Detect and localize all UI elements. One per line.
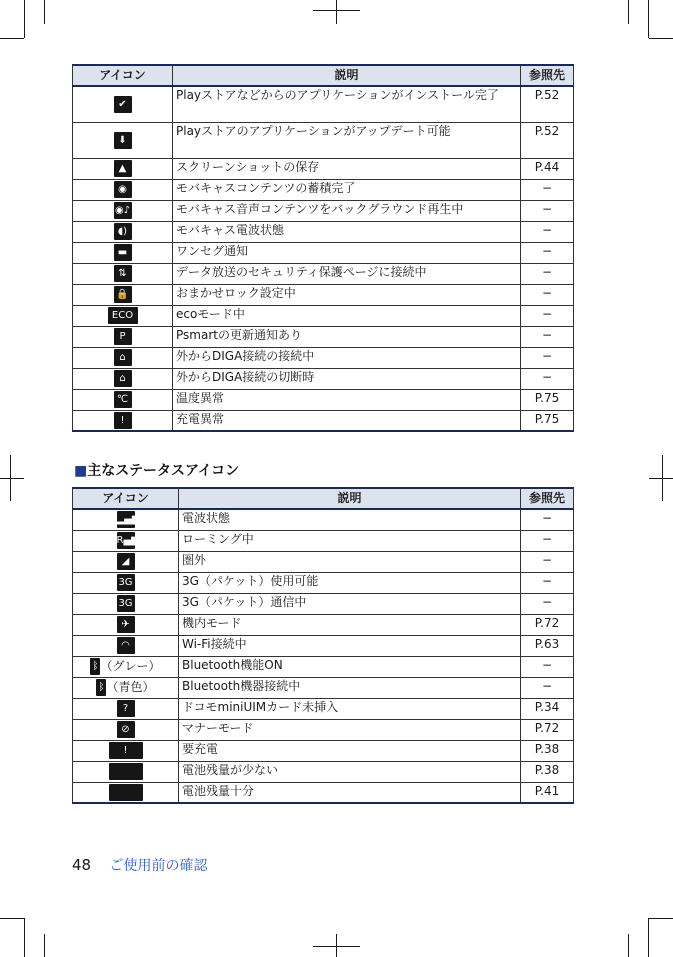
- diga-connecting-icon: ⌂: [114, 349, 132, 366]
- 3g-packet-available-icon: 3G: [117, 574, 135, 591]
- header-icon: アイコン: [73, 488, 179, 509]
- airplane-mode-icon: ✈: [117, 616, 135, 633]
- icon-cell: [73, 389, 173, 410]
- reference-cell: P.72: [521, 614, 574, 635]
- icon-cell: [73, 761, 179, 782]
- notification-icon-table: [72, 64, 574, 432]
- description-cell: Playストアのアプリケーションがアップデート可能: [173, 122, 521, 158]
- table-row: [73, 347, 574, 368]
- icon-cell: [73, 158, 173, 179]
- description-cell: 3G（パケット）通信中: [179, 593, 521, 614]
- table-row: [73, 221, 574, 242]
- icon-cell: [73, 593, 179, 614]
- icon-cell: [73, 509, 179, 530]
- wifi-connected-icon: ◠: [117, 637, 135, 654]
- icon-cell: [73, 698, 179, 719]
- table-row: [73, 86, 574, 122]
- description-cell: 3G（パケット）使用可能: [179, 572, 521, 593]
- description-cell: モバキャス音声コンテンツをバックグラウンド再生中: [173, 200, 521, 221]
- reference-cell: P.38: [521, 761, 574, 782]
- table-row: [73, 284, 574, 305]
- reference-cell: −: [521, 305, 574, 326]
- bluetooth-gray-icon: ᛒ: [90, 658, 100, 675]
- description-cell: スクリーンショットの保存: [173, 158, 521, 179]
- table-row: [73, 551, 574, 572]
- 3g-packet-communicating-icon: 3G: [117, 595, 135, 612]
- icon-cell: [73, 122, 173, 158]
- eco-mode-icon: ECO: [108, 307, 138, 324]
- reference-cell: P.52: [521, 86, 574, 122]
- description-cell: Bluetooth機能ON: [179, 656, 521, 677]
- table-row: [73, 656, 574, 677]
- description-cell: 充電異常: [173, 410, 521, 431]
- reference-cell: −: [521, 326, 574, 347]
- table-row: [73, 782, 574, 803]
- data-broadcast-secure-icon: ⇅: [114, 265, 132, 282]
- manner-mode-icon: ⊘: [117, 721, 135, 738]
- play-store-update-available-icon: ⬇: [114, 132, 132, 149]
- reference-cell: −: [521, 572, 574, 593]
- battery-needs-charge-icon: !: [109, 742, 143, 759]
- section-marker: ■: [74, 463, 88, 479]
- description-cell: ドコモminiUIMカード未挿入: [179, 698, 521, 719]
- table-row: [73, 305, 574, 326]
- description-cell: 電池残量十分: [179, 782, 521, 803]
- reference-cell: −: [521, 593, 574, 614]
- roaming-icon: R▄▆: [117, 532, 135, 549]
- icon-cell: [73, 740, 179, 761]
- header-icon: アイコン: [73, 65, 173, 86]
- reference-cell: P.44: [521, 158, 574, 179]
- icon-cell: [73, 86, 173, 122]
- table-row: [73, 179, 574, 200]
- table-row: [73, 326, 574, 347]
- icon-cell: [73, 179, 173, 200]
- icon-cell: [73, 782, 179, 803]
- reference-cell: −: [521, 263, 574, 284]
- table-row: [73, 572, 574, 593]
- description-cell: 機内モード: [179, 614, 521, 635]
- page-footer: [72, 855, 208, 875]
- icon-color-label: （青色）: [106, 680, 155, 694]
- description-cell: 外からDIGA接続の接続中: [173, 347, 521, 368]
- reference-cell: −: [521, 284, 574, 305]
- reference-cell: −: [521, 530, 574, 551]
- icon-cell: [73, 200, 173, 221]
- description-cell: おまかせロック設定中: [173, 284, 521, 305]
- header-description: 説明: [179, 488, 521, 509]
- section-heading: [74, 460, 239, 480]
- reference-cell: −: [521, 677, 574, 698]
- header-reference: 参照先: [521, 65, 574, 86]
- description-cell: 電波状態: [179, 509, 521, 530]
- chapter-title: ご使用前の確認: [109, 858, 208, 874]
- icon-cell: [73, 410, 173, 431]
- icon-cell: [73, 719, 179, 740]
- reference-cell: −: [521, 242, 574, 263]
- battery-low-icon: [109, 763, 143, 780]
- icon-cell: [73, 263, 173, 284]
- reference-cell: P.72: [521, 719, 574, 740]
- description-cell: ecoモード中: [173, 305, 521, 326]
- icon-cell: [73, 368, 173, 389]
- icon-cell: [73, 242, 173, 263]
- reference-cell: P.75: [521, 389, 574, 410]
- header-description: 説明: [173, 65, 521, 86]
- section-title-text: 主なステータスアイコン: [87, 463, 240, 479]
- reference-cell: P.38: [521, 740, 574, 761]
- reference-cell: P.34: [521, 698, 574, 719]
- screenshot-saved-icon: ▲: [114, 160, 132, 177]
- reference-cell: P.41: [521, 782, 574, 803]
- reference-cell: −: [521, 656, 574, 677]
- icon-cell: [73, 614, 179, 635]
- reference-cell: −: [521, 509, 574, 530]
- table-row: [73, 593, 574, 614]
- description-cell: Wi-Fi接続中: [179, 635, 521, 656]
- psmart-notification-icon: P: [114, 328, 132, 345]
- reference-cell: −: [521, 368, 574, 389]
- reference-cell: −: [521, 179, 574, 200]
- icon-cell: [73, 530, 179, 551]
- temperature-abnormal-icon: ℃: [114, 391, 132, 408]
- description-cell: ワンセグ通知: [173, 242, 521, 263]
- battery-full-icon: [109, 784, 143, 801]
- table-row: [73, 200, 574, 221]
- mobacas-storage-complete-icon: ◉: [114, 181, 132, 198]
- table-row: [73, 530, 574, 551]
- description-cell: Playストアなどからのアプリケーションがインストール完了: [173, 86, 521, 122]
- description-cell: データ放送のセキュリティ保護ページに接続中: [173, 263, 521, 284]
- icon-cell: [73, 572, 179, 593]
- no-uim-card-icon: ?: [117, 700, 135, 717]
- table-row: [73, 122, 574, 158]
- description-cell: 圏外: [179, 551, 521, 572]
- icon-cell: [73, 635, 179, 656]
- description-cell: 温度異常: [173, 389, 521, 410]
- table-row: [73, 677, 574, 698]
- reference-cell: −: [521, 347, 574, 368]
- table-row: [73, 761, 574, 782]
- bluetooth-blue-icon: ᛒ: [96, 679, 106, 696]
- reference-cell: −: [521, 200, 574, 221]
- description-cell: モバキャス電波状態: [173, 221, 521, 242]
- signal-strength-icon: ▂▄▆: [117, 511, 135, 528]
- one-seg-notification-icon: ▬: [114, 244, 132, 261]
- reference-cell: −: [521, 551, 574, 572]
- table-row: [73, 719, 574, 740]
- icon-cell: [73, 284, 173, 305]
- description-cell: Bluetooth機器接続中: [179, 677, 521, 698]
- reference-cell: −: [521, 221, 574, 242]
- table-row: [73, 389, 574, 410]
- mobacas-signal-icon: ◖): [114, 223, 132, 240]
- table-row: [73, 635, 574, 656]
- icon-cell: [73, 656, 179, 677]
- table-header-row: [73, 65, 574, 86]
- description-cell: 外からDIGA接続の切断時: [173, 368, 521, 389]
- table-row: [73, 263, 574, 284]
- table-row: [73, 614, 574, 635]
- description-cell: 電池残量が少ない: [179, 761, 521, 782]
- table-row: [73, 410, 574, 431]
- page-number: 48: [72, 856, 92, 874]
- reference-cell: P.75: [521, 410, 574, 431]
- description-cell: モバキャスコンテンツの蓄積完了: [173, 179, 521, 200]
- out-of-service-icon: ◢: [117, 553, 135, 570]
- reference-cell: P.63: [521, 635, 574, 656]
- play-store-install-complete-icon: ✔: [114, 96, 132, 113]
- reference-cell: P.52: [521, 122, 574, 158]
- omakase-lock-icon: 🔒: [114, 286, 132, 303]
- icon-cell: [73, 551, 179, 572]
- icon-cell: [73, 305, 173, 326]
- table-row: [73, 698, 574, 719]
- table-row: [73, 242, 574, 263]
- table-header-row: [73, 488, 574, 509]
- mobacas-audio-playing-icon: ◉♪: [114, 202, 132, 219]
- table-row: [73, 740, 574, 761]
- icon-cell: [73, 347, 173, 368]
- description-cell: マナーモード: [179, 719, 521, 740]
- charging-abnormal-icon: !: [114, 412, 132, 429]
- description-cell: Psmartの更新通知あり: [173, 326, 521, 347]
- header-reference: 参照先: [521, 488, 574, 509]
- icon-color-label: （グレー）: [100, 659, 161, 673]
- icon-cell: [73, 326, 173, 347]
- description-cell: ローミング中: [179, 530, 521, 551]
- table-row: [73, 158, 574, 179]
- icon-cell: [73, 221, 173, 242]
- diga-disconnect-icon: ⌂: [114, 370, 132, 387]
- icon-cell: [73, 677, 179, 698]
- description-cell: 要充電: [179, 740, 521, 761]
- table-row: [73, 509, 574, 530]
- status-icon-table: [72, 487, 574, 804]
- table-row: [73, 368, 574, 389]
